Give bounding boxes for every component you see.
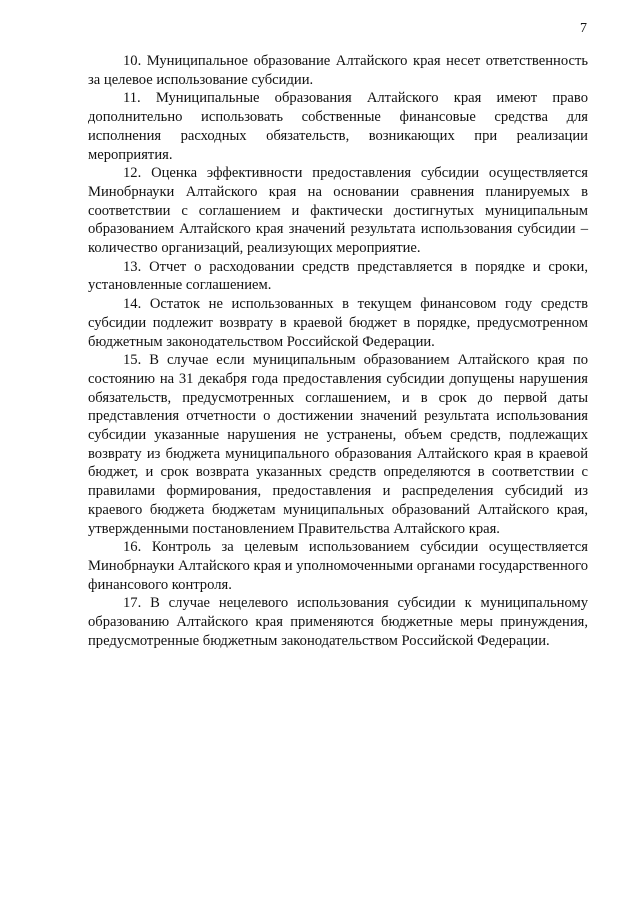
document-body (88, 52, 588, 651)
paragraph-10: 10. Муниципальное образование Алтайского края несет ответственность за целевое использование субсидии. (88, 53, 588, 88)
page-number: 7 (580, 21, 587, 36)
paragraph-12: 12. Оценка эффективности предоставления субсидии осуществляется Минобрнауки Алтайского края на основании сравнения планируемых в соответствии с соглашением и фактически достигнутых муниципальным образованием Алтайского края значений результата использования субсидии – количество организаций, реализующих мероприятие. (88, 165, 588, 257)
paragraph-13: 13. Отчет о расходовании средств представляется в порядке и сроки, установленные соглашением. (88, 258, 588, 294)
paragraph-16: 16. Контроль за целевым использованием субсидии осуществляется Минобрнауки Алтайского края и уполномоченными органами государственного финансового контроля. (88, 539, 588, 593)
paragraph-17: 17. В случае нецелевого использования субсидии к муниципальному образованию Алтайского края применяются бюджетные меры принуждения, предусмотренные бюджетным законодательством Российской Федерации. (88, 595, 588, 649)
paragraph-14: 14. Остаток не использованных в текущем финансовом году средств субсидии подлежит возврату в краевой бюджет в порядке, предусмотренном бюджетным законодательством Российской Федерации. (88, 296, 588, 350)
paragraph-15: 15. В случае если муниципальным образованием Алтайского края по состоянию на 31 декабря года предоставления субсидии допущены нарушения обязательств, предусмотренных соглашением, и в срок до первой даты представления отчетности о достижении значений результата использования субсидии указанные нарушения не устранены, объем средств, подлежащих возврату из бюджета муниципального образования Алтайского края в краевой бюджет, и срок возврата указанных средств определяются в соответствии с правилами формирования, предоставления и распределения субсидий из краевого бюджета бюджетам муниципальных образований Алтайского края, утвержденными постановлением Правительства Алтайского края. (88, 352, 588, 537)
paragraph-11: 11. Муниципальные образования Алтайского края имеют право дополнительно использовать собственные финансовые средства для исполнения расходных обязательств, возникающих при реализации мероприятия. (88, 90, 588, 163)
